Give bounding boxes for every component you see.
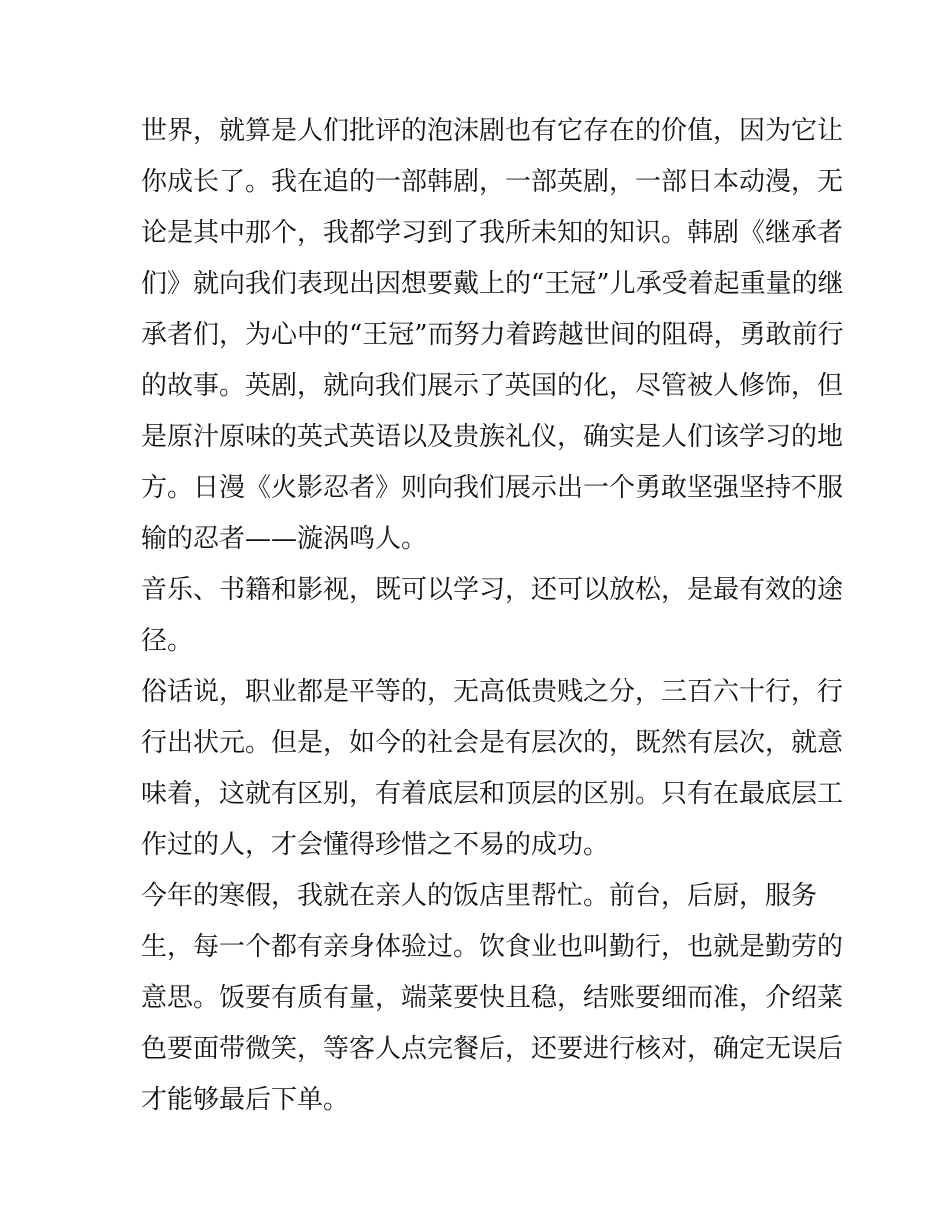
text-line: 的故事。英剧，就向我们展示了英国的化，尽管被人修饰，但	[141, 371, 844, 401]
text-line: 色要面带微笑，等客人点完餐后，还要进行核对，确定无误后	[141, 1034, 844, 1064]
text-line: 俗话说，职业都是平等的，无高低贵贱之分，三百六十行，行	[141, 677, 844, 707]
text-line: 论是其中那个，我都学习到了我所未知的知识。韩剧《继承者	[141, 218, 844, 248]
text-line: 味着，这就有区别，有着底层和顶层的区别。只有在最底层工	[141, 779, 844, 809]
text-line: 今年的寒假，我就在亲人的饭店里帮忙。前台，后厨，服务	[141, 881, 818, 911]
text-line: 作过的人，才会懂得珍惜之不易的成功。	[141, 830, 610, 860]
text-line: 行出状元。但是，如今的社会是有层次的，既然有层次，就意	[141, 728, 844, 758]
body-text	[141, 106, 844, 1126]
text-line: 生，每一个都有亲身体验过。饮食业也叫勤行，也就是勤劳的	[141, 932, 844, 962]
text-line: 承者们，为心中的“王冠”而努力着跨越世间的阻碍，勇敢前行	[141, 320, 844, 350]
text-line: 意思。饭要有质有量，端菜要快且稳，结账要细而准，介绍菜	[141, 983, 844, 1013]
text-line: 们》就向我们表现出因想要戴上的“王冠”儿承受着起重量的继	[141, 269, 844, 299]
text-line: 径。	[141, 626, 194, 656]
text-line: 才能够最后下单。	[141, 1085, 350, 1115]
text-line: 你成长了。我在追的一部韩剧，一部英剧，一部日本动漫，无	[141, 167, 844, 197]
text-line: 是原汁原味的英式英语以及贵族礼仪，确实是人们该学习的地	[141, 422, 844, 452]
text-line: 方。日漫《火影忍者》则向我们展示出一个勇敢坚强坚持不服	[141, 473, 844, 503]
text-line: 世界，就算是人们批评的泡沫剧也有它存在的价值，因为它让	[141, 116, 844, 146]
text-line: 输的忍者——漩涡鸣人。	[141, 524, 428, 554]
text-line: 音乐、书籍和影视，既可以学习，还可以放松，是最有效的途	[141, 575, 844, 605]
